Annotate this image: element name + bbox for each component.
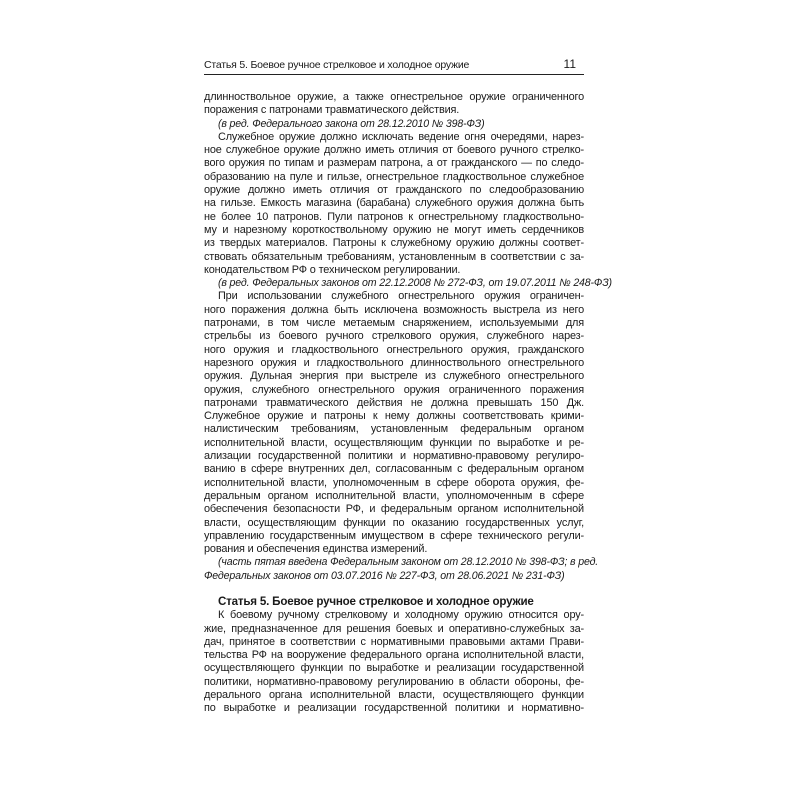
text-line: Служебное оружие должно исключать ведение огня очередями, нарез- — [218, 130, 584, 143]
text-line: вого оружия по типам и размерам патрона, а от гражданского — по следо- — [204, 157, 584, 170]
article-heading: Статья 5. Боевое ручное стрелковое и холодное оружие — [218, 594, 534, 608]
text-line: налистическим требованиям, установленным федеральным органом — [204, 423, 584, 436]
text-line: управлению государственным имуществом в сфере технического регули- — [204, 529, 584, 542]
text-line: дерального органа исполнительной власти, осуществляющего функции — [204, 689, 584, 702]
text-line: тельства РФ на вооружение федерального органа исполнительной власти, — [204, 649, 584, 662]
text-line: исполнительной власти, осуществляющим функции по выработке и ре- — [204, 436, 584, 449]
text-block-continued — [204, 91, 612, 583]
text-line: на гильзе. Емкость магазина (барабана) служебного оружия должна быть — [204, 197, 584, 210]
text-line: ного оружия и гладкоствольного огнестрельного оружия, гражданского — [204, 343, 584, 356]
text-line: оружия, служебного огнестрельного оружия ограниченного поражения — [204, 383, 584, 396]
book-page — [204, 54, 612, 754]
text-line: власти, осуществляющим функции по оказанию государственных услуг, — [204, 516, 584, 529]
text-line: стрельбы из боевого ручного стрелкового оружия, служебного нарез- — [204, 330, 584, 343]
text-line: поражения с патронами травматического действия. — [204, 104, 460, 117]
text-line: К боевому ручному стрелковому и холодному оружию относится ору- — [218, 609, 584, 622]
text-line: При использовании служебного огнестрельного оружия ограничен- — [218, 290, 584, 303]
text-line: оружие должно иметь отличия от гражданского по следообразованию — [204, 184, 584, 197]
text-line: оружия. Дульная энергия при выстреле из служебного огнестрельного — [204, 370, 584, 383]
text-line: ного поражения должна быть исключена возможность выстрела из него — [204, 303, 584, 316]
text-line: ализации государственной политики и нормативно-правовому регулиро- — [204, 450, 584, 463]
text-line: ванию в сфере внутренних дел, согласованным с федеральным органом — [204, 463, 584, 476]
article-text — [204, 609, 584, 715]
text-line: обеспечения безопасности РФ, и федеральным органом исполнительной — [204, 503, 584, 516]
text-line: не более 10 патронов. Пули патронов к огнестрельному гладкоствольно- — [204, 210, 584, 223]
text-line: рования и обеспечения единства измерений. — [204, 543, 428, 556]
text-line: исполнительной власти, уполномоченным в сфере оборота оружия, фе- — [204, 476, 584, 489]
text-line: патронами травматического действия не должна превышать 150 Дж. — [204, 396, 584, 409]
text-line: му и нарезному короткоствольному оружию не могут иметь сердечников — [204, 223, 584, 236]
text-line: длинноствольное оружие, а также огнестрельное оружие ограниченного — [204, 91, 584, 103]
text-line: осуществляющего функции по выработке и реализации государственной — [204, 662, 584, 675]
amendment-note-line: (часть пятая введена Федеральным законом от 28.12.2010 № 398-ФЗ; в ред. — [218, 556, 599, 569]
running-header — [204, 54, 584, 75]
amendment-note-line: Федеральных законов от 03.07.2016 № 227-ФЗ, от 28.06.2021 № 231-ФЗ) — [204, 569, 565, 582]
amendment-note-line: (в ред. Федеральных законов от 22.12.2008 № 272-ФЗ, от 19.07.2011 № 248-ФЗ) — [218, 277, 612, 290]
text-line: патронами, в том числе метаемым снаряжением, используемыми для — [204, 317, 584, 330]
page-number: 11 — [563, 57, 576, 71]
amendment-note-line: (в ред. Федерального закона от 28.12.2010 № 398-ФЗ) — [218, 117, 485, 130]
text-line: нарезного оружия и гладкоствольного длинноствольного огнестрельного — [204, 356, 584, 369]
text-line: из твердых материалов. Патроны к служебному оружию должны соответ- — [204, 237, 584, 250]
text-line: ное служебное оружие должно иметь отличия от боевого ручного стрелко- — [204, 144, 584, 157]
text-line: конодательством РФ о техническом регулировании. — [204, 263, 461, 276]
page-body — [204, 91, 612, 716]
text-line: политики, нормативно-правовому регулированию в области обороны, фе- — [204, 675, 584, 688]
text-line: по выработке и реализации государственной политики и нормативно- — [204, 702, 584, 715]
text-line: Служебное оружие и патроны к нему должны соответствовать крими- — [204, 410, 584, 423]
text-line: деральным органом исполнительной власти, уполномоченным в сфере — [204, 489, 584, 502]
text-line: образованию на пуле и гильзе, огнестрельное гладкоствольное служебное — [204, 170, 584, 183]
text-line: жие, предназначенное для решения боевых и оперативно-служебных за- — [204, 622, 584, 635]
running-header-title: Статья 5. Боевое ручное стрелковое и холодное оружие — [204, 59, 470, 71]
text-line: дач, принятое в соответствии с нормативными правовыми актами Прави- — [204, 635, 584, 648]
text-line: ствовать обязательным требованиям, установленным в соответствии с за- — [204, 250, 584, 263]
